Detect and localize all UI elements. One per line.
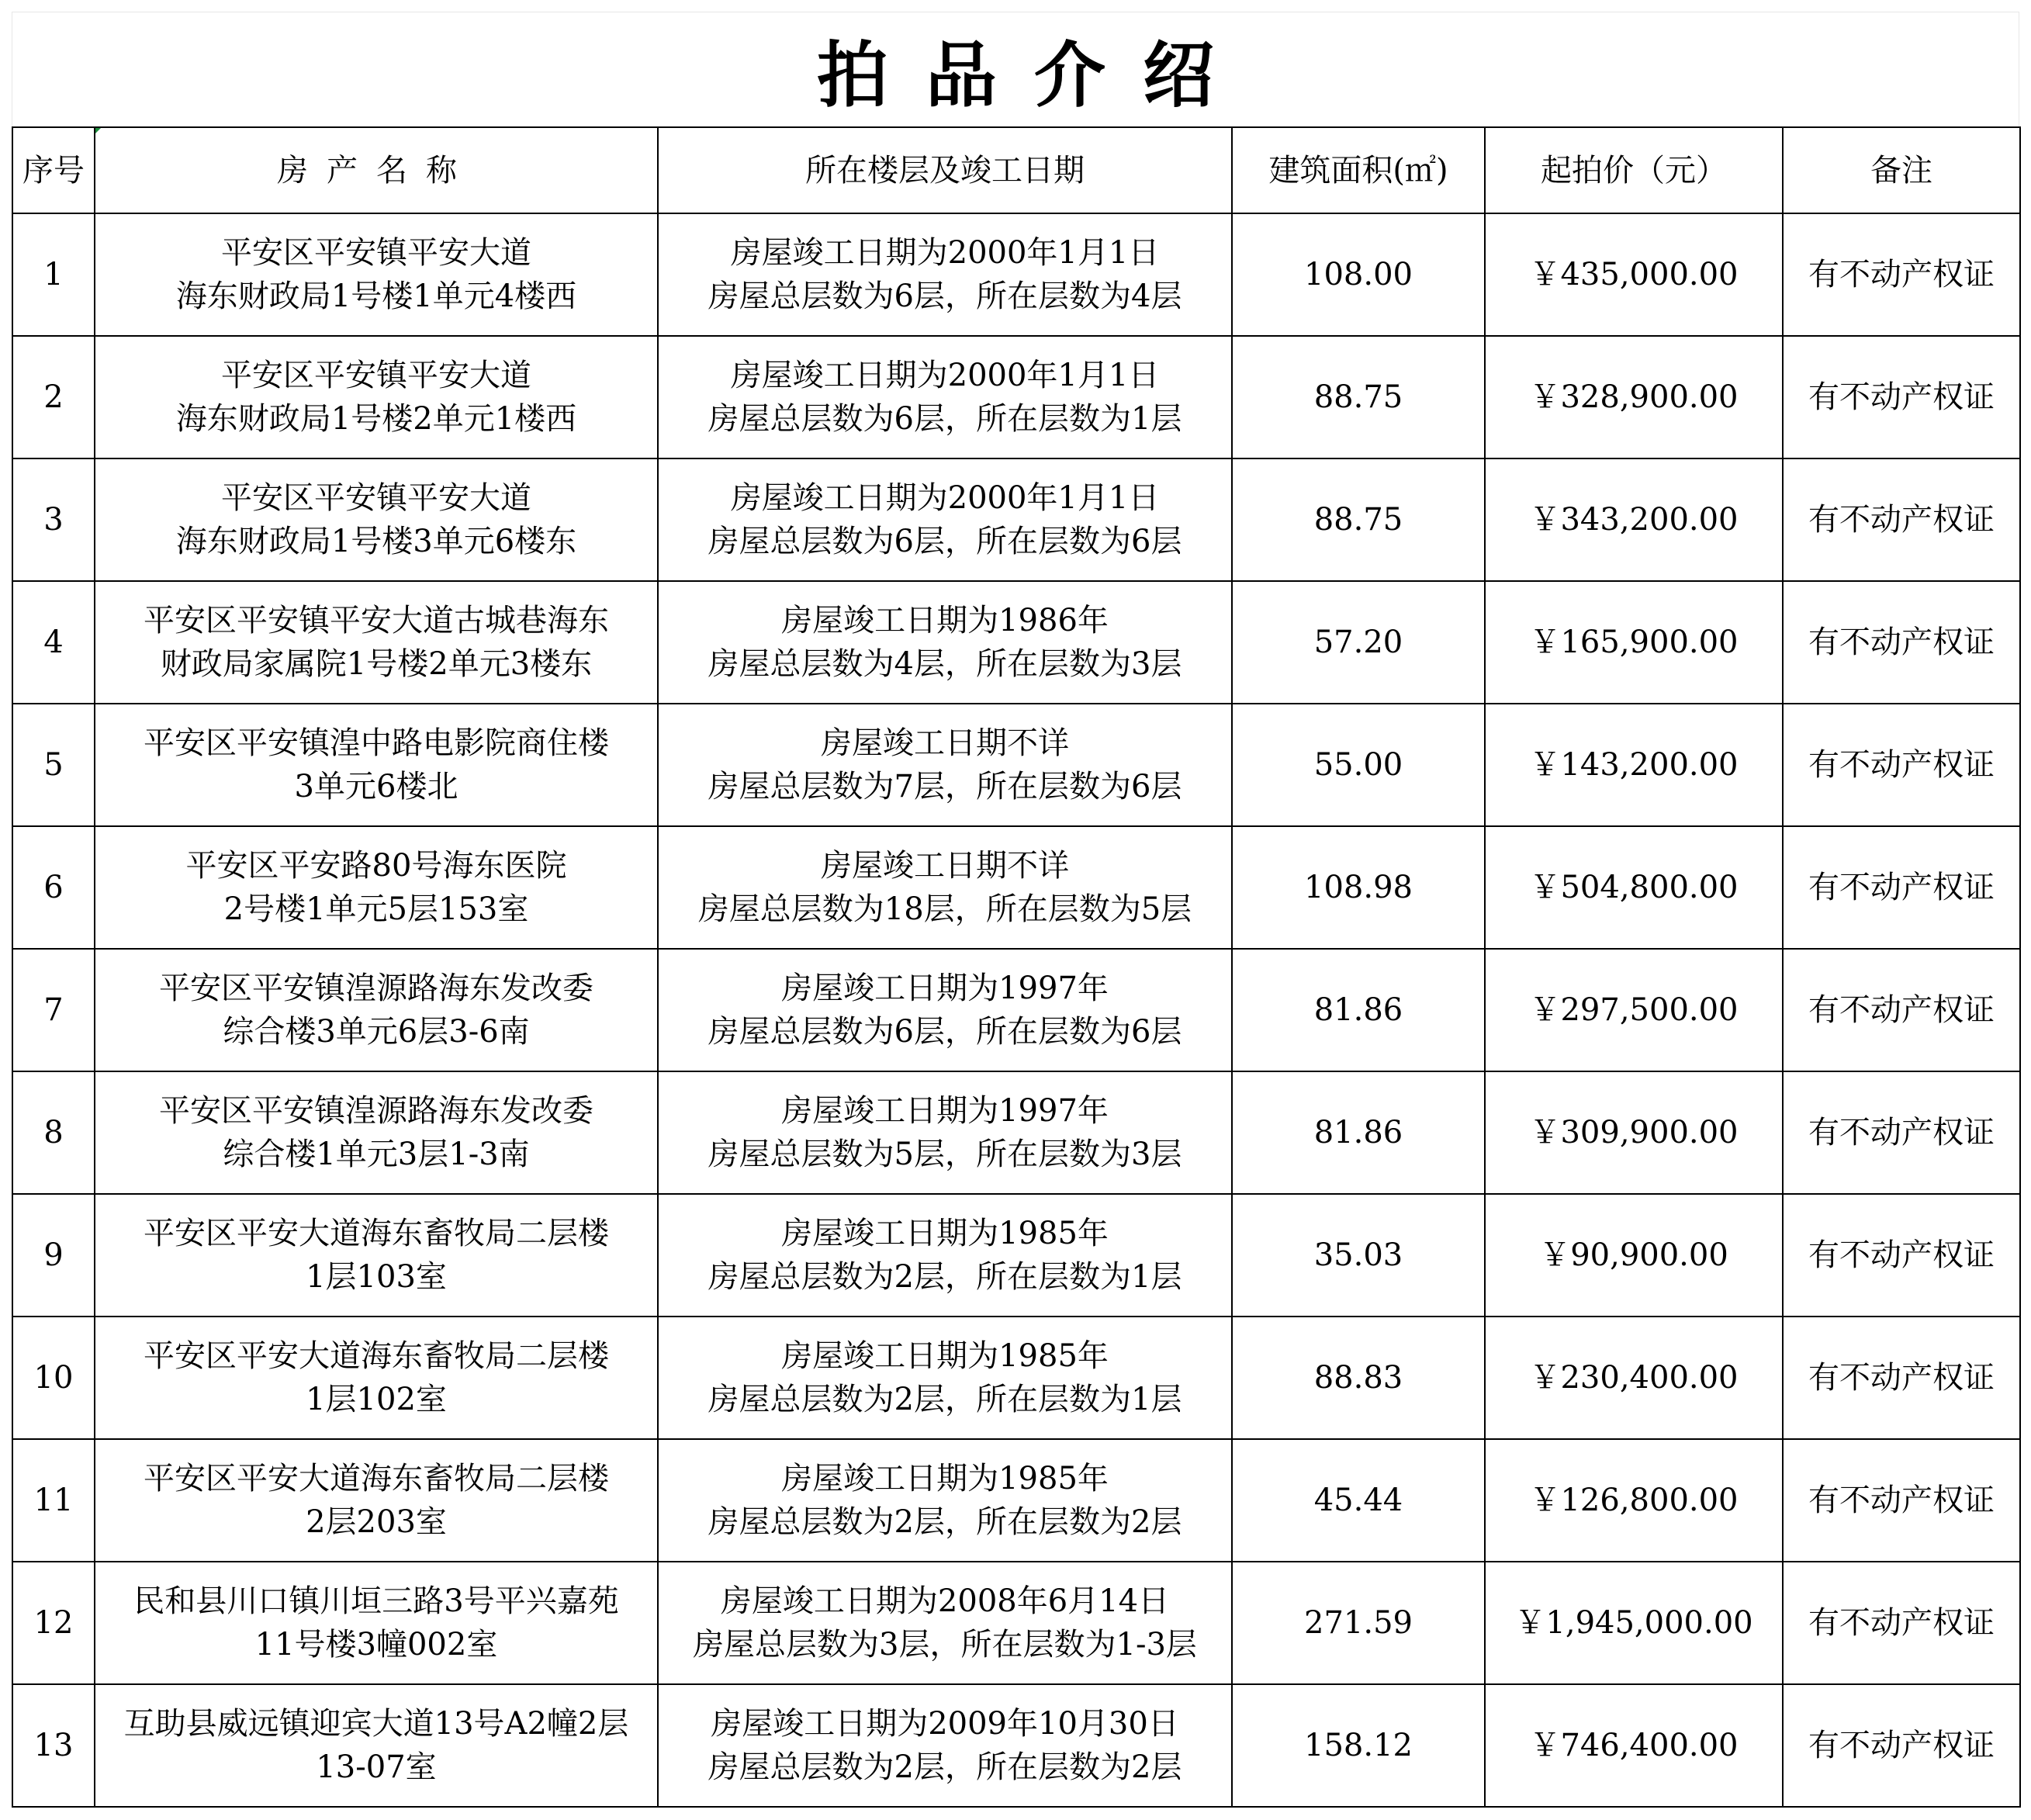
spreadsheet: [12, 12, 2019, 1808]
cell-name: [95, 1562, 658, 1684]
cell-price: ￥343,200.00: [1485, 458, 1783, 581]
cell-area: 55.00: [1232, 704, 1485, 826]
cell-price: ￥435,000.00: [1485, 213, 1783, 336]
cell-floor: [658, 1684, 1232, 1807]
cell-price: ￥746,400.00: [1485, 1684, 1783, 1807]
cell-floor: [658, 704, 1232, 826]
cell-seq: 3: [12, 458, 95, 581]
cell-name: [95, 213, 658, 336]
header-seq: 序号: [12, 127, 95, 213]
cell-floor-line-2: 房屋总层数为5层，所在层数为3层: [708, 1137, 1182, 1172]
cell-seq: 2: [12, 336, 95, 458]
cell-area: 45.44: [1232, 1439, 1485, 1562]
cell-name: [95, 949, 658, 1071]
cell-name-line-1: 平安区平安镇平安大道: [221, 358, 531, 393]
cell-floor-line-2: 房屋总层数为6层，所在层数为6层: [708, 1014, 1182, 1050]
table-row: [12, 1071, 2020, 1194]
cell-price: ￥328,900.00: [1485, 336, 1783, 458]
cell-area: 35.03: [1232, 1194, 1485, 1317]
cell-price: ￥1,945,000.00: [1485, 1562, 1783, 1684]
cell-price: ￥126,800.00: [1485, 1439, 1783, 1562]
cell-name: [95, 1071, 658, 1194]
cell-floor: [658, 213, 1232, 336]
cell-name-line-2: 综合楼3单元6层3-6南: [223, 1014, 530, 1050]
cell-floor-line-1: 房屋竣工日期为2008年6月14日: [720, 1583, 1170, 1619]
cell-name: [95, 1684, 658, 1807]
cell-seq: 10: [12, 1317, 95, 1439]
cell-name-line-1: 互助县威远镇迎宾大道13号A2幢2层: [123, 1706, 629, 1742]
table-row: [12, 949, 2020, 1071]
cell-name-line-1: 平安区平安镇湟源路海东发改委: [159, 971, 593, 1006]
cell-note: 有不动产权证: [1783, 949, 2020, 1071]
cell-floor-line-1: 房屋竣工日期为1985年: [781, 1461, 1109, 1496]
cell-note: 有不动产权证: [1783, 213, 2020, 336]
cell-name-line-2: 1层103室: [306, 1259, 447, 1295]
cell-floor-line-1: 房屋竣工日期为2000年1月1日: [730, 235, 1160, 271]
cell-note: 有不动产权证: [1783, 1071, 2020, 1194]
cell-seq: 8: [12, 1071, 95, 1194]
cell-floor-line-2: 房屋总层数为2层，所在层数为1层: [708, 1382, 1182, 1417]
cell-seq: 4: [12, 581, 95, 704]
cell-note: 有不动产权证: [1783, 336, 2020, 458]
cell-name: [95, 704, 658, 826]
cell-area: 88.75: [1232, 336, 1485, 458]
cell-name-line-1: 平安区平安大道海东畜牧局二层楼: [144, 1216, 609, 1251]
table-row: [12, 1317, 2020, 1439]
header-name: 房产名称: [95, 127, 658, 213]
table-row: [12, 581, 2020, 704]
table-row: [12, 1439, 2020, 1562]
cell-floor-line-2: 房屋总层数为18层，所在层数为5层: [697, 891, 1192, 927]
table-row: [12, 826, 2020, 949]
cell-floor-line-1: 房屋竣工日期为1986年: [781, 603, 1109, 638]
cell-name-line-1: 平安区平安大道海东畜牧局二层楼: [144, 1338, 609, 1374]
cell-note: 有不动产权证: [1783, 1562, 2020, 1684]
title-row: [12, 12, 2019, 126]
cell-name-line-2: 综合楼1单元3层1-3南: [223, 1137, 530, 1172]
cell-floor-line-2: 房屋总层数为4层，所在层数为3层: [708, 646, 1182, 682]
cell-floor: [658, 826, 1232, 949]
cell-floor-line-1: 房屋竣工日期为1997年: [781, 1093, 1109, 1129]
header-floor: 所在楼层及竣工日期: [658, 127, 1232, 213]
table-row: [12, 458, 2020, 581]
cell-name-line-2: 2层203室: [306, 1504, 447, 1540]
cell-price: ￥297,500.00: [1485, 949, 1783, 1071]
table-row: [12, 704, 2020, 826]
cell-floor-line-1: 房屋竣工日期为1985年: [781, 1338, 1109, 1374]
cell-area: 88.75: [1232, 458, 1485, 581]
cell-note: 有不动产权证: [1783, 704, 2020, 826]
cell-price: ￥143,200.00: [1485, 704, 1783, 826]
cell-name-line-1: 民和县川口镇川垣三路3号平兴嘉苑: [133, 1583, 619, 1619]
cell-floor-line-1: 房屋竣工日期为2009年10月30日: [711, 1706, 1179, 1742]
cell-floor: [658, 949, 1232, 1071]
table-row: [12, 336, 2020, 458]
cell-seq: 11: [12, 1439, 95, 1562]
header-row: [12, 127, 2020, 213]
cell-name-line-1: 平安区平安镇湟中路电影院商住楼: [144, 725, 609, 761]
cell-name-line-2: 2号楼1单元5层153室: [223, 891, 529, 927]
cell-name-line-1: 平安区平安镇平安大道古城巷海东: [144, 603, 609, 638]
cell-area: 108.98: [1232, 826, 1485, 949]
cell-comment-indicator: [95, 128, 101, 133]
cell-area: 271.59: [1232, 1562, 1485, 1684]
page-title: 拍品介绍: [816, 33, 1251, 117]
cell-price: ￥165,900.00: [1485, 581, 1783, 704]
cell-name-line-2: 财政局家属院1号楼2单元3楼东: [160, 646, 593, 682]
cell-floor-line-2: 房屋总层数为2层，所在层数为1层: [708, 1259, 1182, 1295]
cell-area: 88.83: [1232, 1317, 1485, 1439]
cell-area: 158.12: [1232, 1684, 1485, 1807]
cell-floor-line-1: 房屋竣工日期为2000年1月1日: [730, 480, 1160, 516]
cell-price: ￥309,900.00: [1485, 1071, 1783, 1194]
cell-floor-line-1: 房屋竣工日期不详: [821, 725, 1069, 761]
cell-note: 有不动产权证: [1783, 1194, 2020, 1317]
cell-seq: 7: [12, 949, 95, 1071]
cell-floor-line-2: 房屋总层数为2层，所在层数为2层: [708, 1504, 1182, 1540]
cell-floor-line-2: 房屋总层数为2层，所在层数为2层: [708, 1749, 1182, 1785]
cell-note: 有不动产权证: [1783, 458, 2020, 581]
cell-name-line-2: 11号楼3幢002室: [254, 1627, 498, 1663]
cell-name-line-1: 平安区平安大道海东畜牧局二层楼: [144, 1461, 609, 1496]
table-row: [12, 1562, 2020, 1684]
cell-area: 108.00: [1232, 213, 1485, 336]
cell-floor-line-1: 房屋竣工日期为1985年: [781, 1216, 1109, 1251]
cell-name-line-1: 平安区平安镇平安大道: [221, 480, 531, 516]
cell-floor-line-1: 房屋竣工日期不详: [821, 848, 1069, 884]
cell-floor-line-2: 房屋总层数为7层，所在层数为6层: [708, 769, 1182, 804]
cell-floor: [658, 1194, 1232, 1317]
cell-floor: [658, 581, 1232, 704]
cell-floor: [658, 336, 1232, 458]
cell-name: [95, 1317, 658, 1439]
auction-items-table: [12, 126, 2021, 1808]
cell-seq: 9: [12, 1194, 95, 1317]
cell-name: [95, 826, 658, 949]
cell-note: 有不动产权证: [1783, 1317, 2020, 1439]
cell-note: 有不动产权证: [1783, 1439, 2020, 1562]
cell-name-line-1: 平安区平安镇平安大道: [221, 235, 531, 271]
table-body: [12, 213, 2020, 1807]
table-row: [12, 1684, 2020, 1807]
cell-price: ￥230,400.00: [1485, 1317, 1783, 1439]
cell-price: ￥90,900.00: [1485, 1194, 1783, 1317]
cell-name-line-2: 3单元6楼北: [294, 769, 458, 804]
cell-floor-line-2: 房屋总层数为3层，所在层数为1-3层: [693, 1627, 1197, 1663]
cell-area: 57.20: [1232, 581, 1485, 704]
cell-floor: [658, 1439, 1232, 1562]
cell-note: 有不动产权证: [1783, 581, 2020, 704]
cell-seq: 13: [12, 1684, 95, 1807]
cell-note: 有不动产权证: [1783, 1684, 2020, 1807]
cell-seq: 12: [12, 1562, 95, 1684]
cell-floor-line-2: 房屋总层数为6层，所在层数为1层: [708, 401, 1182, 437]
cell-floor: [658, 1317, 1232, 1439]
cell-area: 81.86: [1232, 949, 1485, 1071]
cell-name-line-1: 平安区平安镇湟源路海东发改委: [159, 1093, 593, 1129]
table-row: [12, 1194, 2020, 1317]
header-price: 起拍价（元）: [1485, 127, 1783, 213]
cell-name-line-2: 13-07室: [316, 1749, 437, 1785]
cell-floor-line-2: 房屋总层数为6层，所在层数为6层: [708, 524, 1182, 559]
header-area: 建筑面积(㎡): [1232, 127, 1485, 213]
cell-floor: [658, 1071, 1232, 1194]
header-note: 备注: [1783, 127, 2020, 213]
cell-floor-line-2: 房屋总层数为6层，所在层数为4层: [708, 279, 1182, 314]
cell-name: [95, 1194, 658, 1317]
cell-name-line-1: 平安区平安路80号海东医院: [185, 848, 567, 884]
cell-floor-line-1: 房屋竣工日期为1997年: [781, 971, 1109, 1006]
cell-name: [95, 1439, 658, 1562]
cell-note: 有不动产权证: [1783, 826, 2020, 949]
cell-name: [95, 336, 658, 458]
cell-seq: 1: [12, 213, 95, 336]
cell-name: [95, 581, 658, 704]
cell-name-line-2: 1层102室: [306, 1382, 447, 1417]
cell-floor-line-1: 房屋竣工日期为2000年1月1日: [730, 358, 1160, 393]
cell-floor: [658, 458, 1232, 581]
cell-seq: 6: [12, 826, 95, 949]
cell-seq: 5: [12, 704, 95, 826]
cell-name: [95, 458, 658, 581]
cell-name-line-2: 海东财政局1号楼2单元1楼西: [175, 401, 577, 437]
cell-floor: [658, 1562, 1232, 1684]
cell-name-line-2: 海东财政局1号楼1单元4楼西: [175, 279, 577, 314]
cell-name-line-2: 海东财政局1号楼3单元6楼东: [175, 524, 577, 559]
cell-area: 81.86: [1232, 1071, 1485, 1194]
cell-price: ￥504,800.00: [1485, 826, 1783, 949]
table-row: [12, 213, 2020, 336]
